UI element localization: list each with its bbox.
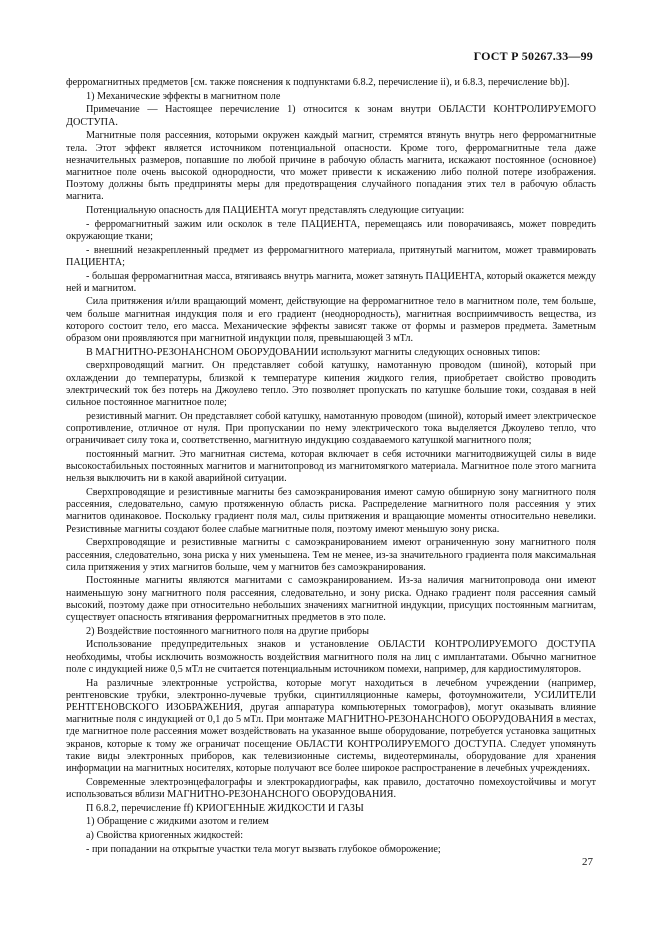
paragraph-p23: - при попадании на открытые участки тела могут вызвать глубокое обморожение; bbox=[86, 843, 441, 855]
paragraph-p3: Магнитные поля рассеяния, которыми окружен каждый магнит, стремятся втянуть внутрь него ферромагнитные тела. Этот эффект является источником потенциальной опасности. Кроме того, ферромагнитные тела даже незначительных размеров, попавшие по любой причине в рабочую область магнита, искажают постоянное (основное) магнитное поле очень высокой однородности, что может привести к искажению либо полной потере изображения. Поэтому должны быть предприняты меры для предотвращения случайного попадания этих тел в рабочую область магнита. bbox=[66, 130, 596, 203]
paragraph-p16: 2) Воздействие постоянного магнитного поля на другие приборы bbox=[86, 625, 369, 637]
paragraph-p19: Современные электроэнцефалографы и электрокардиографы, как правило, достаточно помехоустойчивы и могут использоваться вблизи МАГНИТНО-РЕЗОНАНСНОГО ОБОРУДОВАНИЯ. bbox=[66, 776, 596, 800]
paragraph-p21: 1) Обращение с жидкими азотом и гелием bbox=[86, 816, 269, 828]
paragraph-p13: Сверхпроводящие и резистивные магниты без самоэкранирования имеют самую обширную зону магнитного поля рассеяния, следовательно, самую протяженную область риска. Распределение магнитного поля рассеяния у этих магнитов одинаковое. Поскольку градиент поля мал, силы притяжения и вращающие моменты относительно невелики. Резистивные магниты создают более слабые магнитные поля, поэтому имеют меньшую зону риска. bbox=[66, 487, 596, 535]
paragraph-p22: а) Свойства криогенных жидкостей: bbox=[86, 829, 244, 841]
paragraph-p18: На различные электронные устройства, которые могут находиться в лечебном учреждении (например, рентгеновские трубки, электронно-лучевые трубки, сцинтилляционные камеры, фотоумножители, УСИЛИТЕЛИ РЕНТГЕНОВСКОГО ИЗОБРАЖЕНИЯ, другая аппаратура компьютерных томографов), могут оказывать влияние магнитные поля с индукцией от 0,1 до 5 мТл. При монтаже МАГНИТНО-РЕЗОНАНСНОГО ОБОРУДОВАНИЯ в местах, где магнитное поле рассеяния может воздействовать на указанное выше оборудование, потребуется установка защитных экранов, которые к тому же ограничат посещение ОБЛАСТИ КОНТРОЛИРУЕМОГО ДОСТУПА. Следует упомянуть такие виды электронных приборов, как телевизионные системы, видеотерминалы, оборудование для хранения информации на магнитных носителях, которые получают все более широкое распространение в лечебных учреждениях. bbox=[66, 677, 596, 774]
paragraph-p12: постоянный магнит. Это магнитная система, которая включает в себя источники магнитодвижущей силы в виде высокостабильных постоянных магнитов и магнитопровод из магнитомягкого материала. Магнитное поле этого магнита нельзя выключить ни в какой аварийной ситуации. bbox=[66, 448, 596, 485]
paragraph-p5: - ферромагнитный зажим или осколок в теле ПАЦИЕНТА, перемещаясь или поворачиваясь, может повредить окружающие ткани; bbox=[66, 218, 596, 242]
paragraph-p4: Потенциальную опасность для ПАЦИЕНТА могут представлять следующие ситуации: bbox=[86, 205, 465, 217]
paragraph-p8: Сила притяжения и/или вращающий момент, действующие на ферромагнитное тело в магнитном поле, тем больше, чем больше магнитная индукция поля и его градиент (неоднородность), магнитная восприимчивость вещества, из которого состоит тело, его масса. Механические эффекты зависят также от формы и размеров предмета. Заметным образом они проявляются при магнитной индукции поля, превышающей 3 мТл. bbox=[66, 296, 596, 345]
paragraph-p2: Примечание — Настоящее перечисление 1) относится к зонам внутри ОБЛАСТИ КОНТРОЛИРУЕМОГО ДОСТУПА. bbox=[66, 104, 596, 128]
paragraph-p6: - внешний незакрепленный предмет из ферромагнитного материала, притянутый магнитом, может травмировать ПАЦИЕНТА; bbox=[66, 244, 596, 268]
paragraph-p9: В МАГНИТНО-РЕЗОНАНСНОМ ОБОРУДОВАНИИ используют магниты следующих основных типов: bbox=[86, 346, 541, 358]
paragraph-p20: П 6.8.2, перечисление ff) КРИОГЕННЫЕ ЖИДКОСТИ И ГАЗЫ bbox=[86, 802, 364, 814]
standard-header: ГОСТ Р 50267.33—99 bbox=[473, 49, 593, 63]
document-body bbox=[66, 77, 596, 857]
paragraph-p15: Постоянные магниты являются магнитами с самоэкранированием. Из-за наличия магнитопровода они имеют наименьшую зону магнитного поля рассеяния, следовательно, и зону риска. Однако градиент поля рассеяния самый высокий, поэтому даже при относительно небольших значениях магнитной индукции, присущих постоянным магнитам, существует опасность втягивания ферромагнитных предметов в это поле. bbox=[66, 575, 596, 624]
paragraph-p14: Сверхпроводящие и резистивные магниты с самоэкранированием имеют ограниченную зону магнитного поля рассеяния, следовательно, зона риска у них уменьшена. Тем не менее, из-за значительного градиента поля максимальная сила притяжения у этих магнитов больше, чем у магнитов без самоэкранирования. bbox=[66, 537, 596, 573]
paragraph-p17: Использование предупредительных знаков и установление ОБЛАСТИ КОНТРОЛИРУЕМОГО ДОСТУПА необходимы, чтобы исключить возможность воздействия магнитного поля на лиц с имплантатами. Обычно магнитное поле с индукцией ниже 0,5 мТл не считается потенциальным источником помехи, например, для кардиостимуляторов. bbox=[66, 639, 596, 675]
paragraph-p7: - большая ферромагнитная масса, втягиваясь внутрь магнита, может затянуть ПАЦИЕНТА, который окажется между ней и магнитом. bbox=[66, 270, 596, 294]
paragraph-p10: сверхпроводящий магнит. Он представляет собой катушку, намотанную проводом (шиной), который при охлаждении до температуры, близкой к температуре кипения жидкого гелия, приобретает свойство проводить электрический ток без потерь на Джоулево тепло. Это позволяет пропускать по катушке большие токи, создавая в ней сильное постоянное магнитное поле; bbox=[66, 360, 596, 409]
paragraph-p0: ферромагнитных предметов [см. также пояснения к подпунктами 6.8.2, перечисление ii), и 6.8.3, перечисление bb)]. bbox=[66, 77, 570, 88]
paragraph-p1: 1) Механические эффекты в магнитном поле bbox=[86, 90, 281, 102]
page-number: 27 bbox=[582, 856, 593, 868]
paragraph-p11: резистивный магнит. Он представляет собой катушку, намотанную проводом (шиной), который имеет электрическое сопротивление, отличное от нуля. При пропускании по нему электрического тока выделяется Джоулево тепло, что ограничивает силу тока и, соответственно, магнитную индукцию создаваемого катушкой магнитного поля; bbox=[66, 410, 596, 447]
